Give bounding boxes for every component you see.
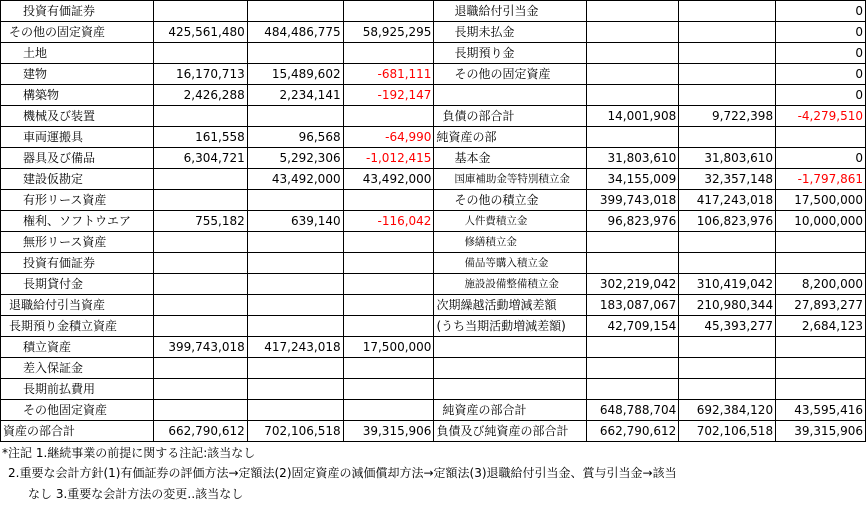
table-row [1, 379, 866, 400]
asset-current-cell: 96,568 [247, 127, 343, 148]
liability-current-cell: 106,823,976 [679, 211, 776, 232]
asset-change-cell: -116,042 [343, 211, 434, 232]
liability-change-cell [776, 337, 866, 358]
asset-label-cell: 差入保証金 [1, 358, 154, 379]
liability-label-cell: 国庫補助金等特別積立金 [434, 169, 587, 190]
liability-current-cell: 417,243,018 [679, 190, 776, 211]
liability-prior-cell [587, 22, 679, 43]
asset-current-cell [247, 295, 343, 316]
table-row [1, 400, 866, 421]
asset-prior-cell: 399,743,018 [153, 337, 247, 358]
asset-current-cell [247, 106, 343, 127]
asset-prior-cell [153, 358, 247, 379]
liability-prior-cell: 302,219,042 [587, 274, 679, 295]
asset-change-cell [343, 190, 434, 211]
asset-change-cell: 39,315,906 [343, 421, 434, 442]
asset-current-cell: 15,489,602 [247, 64, 343, 85]
liability-current-cell [679, 358, 776, 379]
asset-label-cell: 長期貸付金 [1, 274, 154, 295]
asset-prior-cell [153, 1, 247, 22]
table-row [1, 190, 866, 211]
liability-change-cell: 2,684,123 [776, 316, 866, 337]
liability-prior-cell [587, 64, 679, 85]
note-line-3: なし 3.重要な会計方法の変更‥該当なし [28, 487, 244, 501]
asset-change-cell: -64,990 [343, 127, 434, 148]
liability-label-cell: 基本金 [434, 148, 587, 169]
liability-change-cell [776, 232, 866, 253]
liability-label-cell: 備品等購入積立金 [434, 253, 587, 274]
liability-label-cell: 次期繰越活動増減差額 [434, 295, 587, 316]
liability-change-cell: 8,200,000 [776, 274, 866, 295]
liability-prior-cell [587, 253, 679, 274]
asset-label-cell: 車両運搬具 [1, 127, 154, 148]
liability-change-cell: 10,000,000 [776, 211, 866, 232]
liability-label-cell: 退職給付引当金 [434, 1, 587, 22]
asset-current-cell [247, 1, 343, 22]
asset-label-cell: 機械及び装置 [1, 106, 154, 127]
liability-change-cell: 0 [776, 148, 866, 169]
asset-current-cell [247, 253, 343, 274]
liability-prior-cell [587, 85, 679, 106]
table-row [1, 127, 866, 148]
liability-label-cell: 純資産の部合計 [434, 400, 587, 421]
liability-label-cell [434, 85, 587, 106]
asset-current-cell [247, 316, 343, 337]
liability-prior-cell: 34,155,009 [587, 169, 679, 190]
table-row [1, 274, 866, 295]
asset-current-cell: 417,243,018 [247, 337, 343, 358]
asset-label-cell: 土地 [1, 43, 154, 64]
asset-current-cell: 43,492,000 [247, 169, 343, 190]
asset-prior-cell [153, 253, 247, 274]
liability-label-cell: 施設設備整備積立金 [434, 274, 587, 295]
asset-label-cell: 構築物 [1, 85, 154, 106]
asset-prior-cell: 161,558 [153, 127, 247, 148]
table-row [1, 253, 866, 274]
asset-label-cell: 積立資産 [1, 337, 154, 358]
liability-label-cell: その他の積立金 [434, 190, 587, 211]
asset-prior-cell [153, 316, 247, 337]
liability-change-cell: 0 [776, 1, 866, 22]
liability-current-cell: 31,803,610 [679, 148, 776, 169]
asset-label-cell: 投資有価証券 [1, 1, 154, 22]
liability-change-cell: -4,279,510 [776, 106, 866, 127]
table-row [1, 85, 866, 106]
table-row [1, 316, 866, 337]
note-line-2: 2.重要な会計方針(1)有価証券の評価方法→定額法(2)固定資産の減価償却方法→定額法(3)退職給付引当金、賞与引当金→該当 [8, 466, 677, 480]
liability-change-cell [776, 253, 866, 274]
asset-label-cell: 資産の部合計 [1, 421, 154, 442]
asset-current-cell [247, 274, 343, 295]
asset-prior-cell [153, 295, 247, 316]
liability-prior-cell: 14,001,908 [587, 106, 679, 127]
asset-prior-cell: 755,182 [153, 211, 247, 232]
asset-current-cell [247, 400, 343, 421]
asset-change-cell: -192,147 [343, 85, 434, 106]
asset-label-cell: 長期前払費用 [1, 379, 154, 400]
liability-prior-cell [587, 379, 679, 400]
table-row [1, 232, 866, 253]
liability-current-cell: 692,384,120 [679, 400, 776, 421]
asset-change-cell [343, 253, 434, 274]
asset-current-cell [247, 190, 343, 211]
balance-sheet-body [1, 1, 866, 442]
table-row [1, 295, 866, 316]
table-row [1, 358, 866, 379]
asset-current-cell: 5,292,306 [247, 148, 343, 169]
liability-current-cell [679, 127, 776, 148]
liability-current-cell: 210,980,344 [679, 295, 776, 316]
asset-current-cell: 639,140 [247, 211, 343, 232]
asset-change-cell: 17,500,000 [343, 337, 434, 358]
liability-current-cell [679, 379, 776, 400]
asset-label-cell: 長期預り金積立資産 [1, 316, 154, 337]
asset-current-cell: 702,106,518 [247, 421, 343, 442]
asset-prior-cell [153, 400, 247, 421]
asset-prior-cell: 425,561,480 [153, 22, 247, 43]
asset-prior-cell: 6,304,721 [153, 148, 247, 169]
asset-change-cell: 43,492,000 [343, 169, 434, 190]
liability-current-cell [679, 1, 776, 22]
asset-label-cell: 建設仮勘定 [1, 169, 154, 190]
table-row [1, 169, 866, 190]
liability-change-cell: 0 [776, 64, 866, 85]
liability-prior-cell [587, 337, 679, 358]
liability-prior-cell: 96,823,976 [587, 211, 679, 232]
note-line-1: *注記 1.継続事業の前提に関する注記:該当なし [2, 446, 256, 460]
liability-label-cell: 負債の部合計 [434, 106, 587, 127]
liability-prior-cell: 31,803,610 [587, 148, 679, 169]
liability-current-cell: 702,106,518 [679, 421, 776, 442]
asset-change-cell [343, 232, 434, 253]
liability-current-cell [679, 22, 776, 43]
asset-label-cell: 器具及び備品 [1, 148, 154, 169]
liability-prior-cell [587, 127, 679, 148]
liability-change-cell: 0 [776, 43, 866, 64]
asset-prior-cell [153, 379, 247, 400]
liability-change-cell: 0 [776, 22, 866, 43]
liability-current-cell: 310,419,042 [679, 274, 776, 295]
asset-prior-cell [153, 232, 247, 253]
asset-change-cell [343, 295, 434, 316]
liability-prior-cell: 399,743,018 [587, 190, 679, 211]
liability-prior-cell: 42,709,154 [587, 316, 679, 337]
liability-label-cell: 純資産の部 [434, 127, 587, 148]
asset-prior-cell [153, 43, 247, 64]
asset-change-cell [343, 316, 434, 337]
liability-prior-cell [587, 43, 679, 64]
liability-change-cell: 0 [776, 85, 866, 106]
liability-change-cell: 27,893,277 [776, 295, 866, 316]
liability-current-cell [679, 337, 776, 358]
table-row [1, 43, 866, 64]
liability-prior-cell: 183,087,067 [587, 295, 679, 316]
asset-prior-cell: 16,170,713 [153, 64, 247, 85]
liability-current-cell: 9,722,398 [679, 106, 776, 127]
asset-prior-cell [153, 169, 247, 190]
liability-label-cell [434, 337, 587, 358]
liability-change-cell [776, 127, 866, 148]
liability-change-cell [776, 379, 866, 400]
asset-prior-cell [153, 190, 247, 211]
liability-label-cell: その他の固定資産 [434, 64, 587, 85]
asset-current-cell [247, 232, 343, 253]
asset-label-cell: 退職給付引当資産 [1, 295, 154, 316]
liability-label-cell: 負債及び純資産の部合計 [434, 421, 587, 442]
asset-change-cell [343, 106, 434, 127]
asset-change-cell: -1,012,415 [343, 148, 434, 169]
table-row [1, 421, 866, 442]
table-row [1, 22, 866, 43]
table-row [1, 106, 866, 127]
table-row [1, 64, 866, 85]
liability-change-cell: 39,315,906 [776, 421, 866, 442]
asset-label-cell: 権利、ソフトウエア [1, 211, 154, 232]
liability-label-cell: 修繕積立金 [434, 232, 587, 253]
liability-change-cell: -1,797,861 [776, 169, 866, 190]
liability-change-cell [776, 358, 866, 379]
asset-change-cell: 58,925,295 [343, 22, 434, 43]
asset-label-cell: 投資有価証券 [1, 253, 154, 274]
asset-label-cell: その他の固定資産 [1, 22, 154, 43]
liability-prior-cell [587, 232, 679, 253]
asset-change-cell [343, 379, 434, 400]
table-row [1, 1, 866, 22]
liability-label-cell [434, 358, 587, 379]
asset-change-cell: -681,111 [343, 64, 434, 85]
liability-current-cell [679, 43, 776, 64]
table-row [1, 211, 866, 232]
liability-current-cell [679, 64, 776, 85]
liability-prior-cell [587, 1, 679, 22]
liability-prior-cell [587, 358, 679, 379]
asset-current-cell [247, 43, 343, 64]
liability-prior-cell: 648,788,704 [587, 400, 679, 421]
liability-current-cell [679, 85, 776, 106]
liability-label-cell: 長期預り金 [434, 43, 587, 64]
asset-current-cell: 2,234,141 [247, 85, 343, 106]
asset-change-cell [343, 1, 434, 22]
liability-label-cell: (うち当期活動増減差額) [434, 316, 587, 337]
asset-label-cell: その他固定資産 [1, 400, 154, 421]
asset-label-cell: 建物 [1, 64, 154, 85]
asset-change-cell [343, 358, 434, 379]
asset-change-cell [343, 274, 434, 295]
asset-label-cell: 有形リース資産 [1, 190, 154, 211]
liability-prior-cell: 662,790,612 [587, 421, 679, 442]
liability-current-cell: 32,357,148 [679, 169, 776, 190]
asset-prior-cell: 662,790,612 [153, 421, 247, 442]
asset-prior-cell: 2,426,288 [153, 85, 247, 106]
table-row [1, 337, 866, 358]
asset-change-cell [343, 43, 434, 64]
asset-prior-cell [153, 274, 247, 295]
liability-current-cell: 45,393,277 [679, 316, 776, 337]
liability-label-cell: 人件費積立金 [434, 211, 587, 232]
asset-prior-cell [153, 106, 247, 127]
asset-current-cell [247, 379, 343, 400]
liability-current-cell [679, 253, 776, 274]
liability-change-cell: 17,500,000 [776, 190, 866, 211]
liability-label-cell [434, 379, 587, 400]
asset-change-cell [343, 400, 434, 421]
asset-label-cell: 無形リース資産 [1, 232, 154, 253]
table-row [1, 148, 866, 169]
liability-change-cell: 43,595,416 [776, 400, 866, 421]
liability-current-cell [679, 232, 776, 253]
liability-label-cell: 長期未払金 [434, 22, 587, 43]
asset-current-cell: 484,486,775 [247, 22, 343, 43]
asset-current-cell [247, 358, 343, 379]
